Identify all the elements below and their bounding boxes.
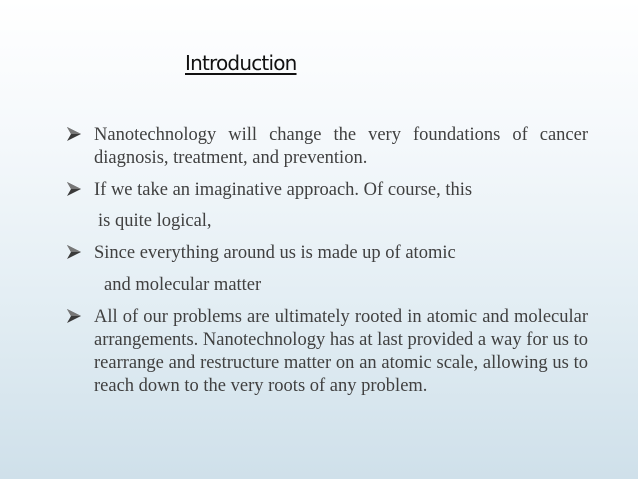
bullet-text: All of our problems are ultimately rooted in atomic and molecular arrangements. Nanotechnology has at last provided a way for us to rearrange and restructure matter on an atomic scale, allowing us to reach down to the very roots of any problem.	[94, 307, 588, 396]
arrowhead-bullet-icon	[67, 127, 81, 141]
bullet-item	[67, 242, 588, 297]
slide-title: Introduction	[185, 51, 297, 75]
bullet-text: Nanotechnology will change the very foundations of cancer diagnosis, treatment, and prevention.	[94, 125, 588, 168]
arrowhead-bullet-icon	[67, 245, 81, 259]
arrowhead-bullet-icon	[67, 182, 81, 196]
bullet-item	[67, 124, 588, 170]
arrowhead-bullet-icon	[67, 309, 81, 323]
bullet-continuation: is quite logical,	[98, 211, 212, 231]
bullet-item	[67, 179, 588, 233]
bullet-text: Since everything around us is made up of atomic	[94, 243, 456, 263]
bullet-item	[67, 306, 588, 398]
bullet-continuation: and molecular matter	[104, 275, 262, 295]
bullet-text: If we take an imaginative approach. Of course, this	[94, 180, 473, 200]
bullet-list	[67, 124, 588, 407]
